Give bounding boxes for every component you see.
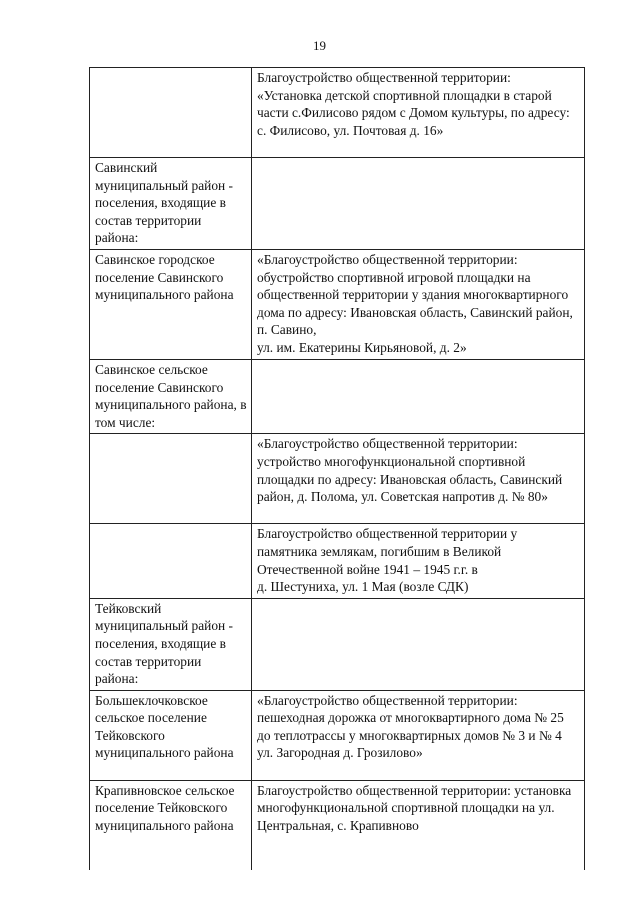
settlement-cell xyxy=(90,780,252,870)
table-row xyxy=(90,598,585,690)
project-cell xyxy=(252,690,585,780)
table-row xyxy=(90,690,585,780)
table-row xyxy=(90,434,585,524)
project-description: Благоустройство общественной территории: установка многофункциональной спортивной площадки на ул. Центральная, с. Крапивново xyxy=(257,782,572,833)
settlement-cell xyxy=(90,434,252,524)
settlement-name: Крапивновское сельское поселение Тейковского муниципального района xyxy=(95,782,235,833)
project-cell xyxy=(252,249,585,359)
project-cell xyxy=(252,359,585,433)
settlement-cell xyxy=(90,359,252,433)
page-number: 19 xyxy=(313,38,326,53)
settlement-cell xyxy=(90,68,252,158)
table-row xyxy=(90,780,585,870)
settlement-cell xyxy=(90,249,252,359)
project-description: Благоустройство общественной территории у памятника землякам, погибшим в Великой Отечественной войне 1941 – 1945 г.г. в д. Шестуниха, ул. 1 Мая (возле СДК) xyxy=(257,526,518,595)
table-row xyxy=(90,68,585,158)
district-heading: Тейковский муниципальный район - поселения, входящие в состав территории района: xyxy=(95,600,233,687)
table-row xyxy=(90,524,585,598)
project-description: «Благоустройство общественной территории: обустройство спортивной игровой площадки на общественной территории у здания многоквартирного дома по адресу: Ивановская область, Савинский район, п. Савино, ул. им. Екатерины Кирьяновой, д. 2» xyxy=(257,251,573,355)
settlement-name: Большеклочковское сельское поселение Тейковского муниципального района xyxy=(95,692,234,761)
table-row xyxy=(90,249,585,359)
table-row xyxy=(90,158,585,250)
project-description: «Благоустройство общественной территории: устройство многофункциональной спортивной площадки по адресу: Ивановская область, Савинский район, д. Полома, ул. Советская напротив д. № 80» xyxy=(257,436,563,505)
project-cell xyxy=(252,524,585,598)
project-cell xyxy=(252,780,585,870)
project-cell xyxy=(252,158,585,250)
settlement-cell xyxy=(90,158,252,250)
territories-table xyxy=(89,67,585,870)
table-row xyxy=(90,359,585,433)
project-cell xyxy=(252,598,585,690)
district-heading: Савинский муниципальный район - поселения, входящие в состав территории района: xyxy=(95,160,233,246)
settlement-cell xyxy=(90,524,252,598)
settlement-cell xyxy=(90,690,252,780)
settlement-name: Савинское городское поселение Савинского муниципального района xyxy=(95,251,234,303)
project-description: Благоустройство общественной территории: «Установка детской спортивной площадки в старой части с.Филисово рядом с Домом культуры, по адресу: с. Филисово, ул. Почтовая д. 16» xyxy=(257,70,570,138)
project-cell xyxy=(252,434,585,524)
settlement-cell xyxy=(90,598,252,690)
project-description: «Благоустройство общественной территории: пешеходная дорожка от многоквартирного дома № 25 до теплотрассы у многоквартирных домов № 3 и № 4 ул. Загородная д. Грозилово» xyxy=(257,692,564,761)
project-cell xyxy=(252,68,585,158)
settlement-name: Савинское сельское поселение Савинского муниципального района, в том числе: xyxy=(95,361,247,430)
